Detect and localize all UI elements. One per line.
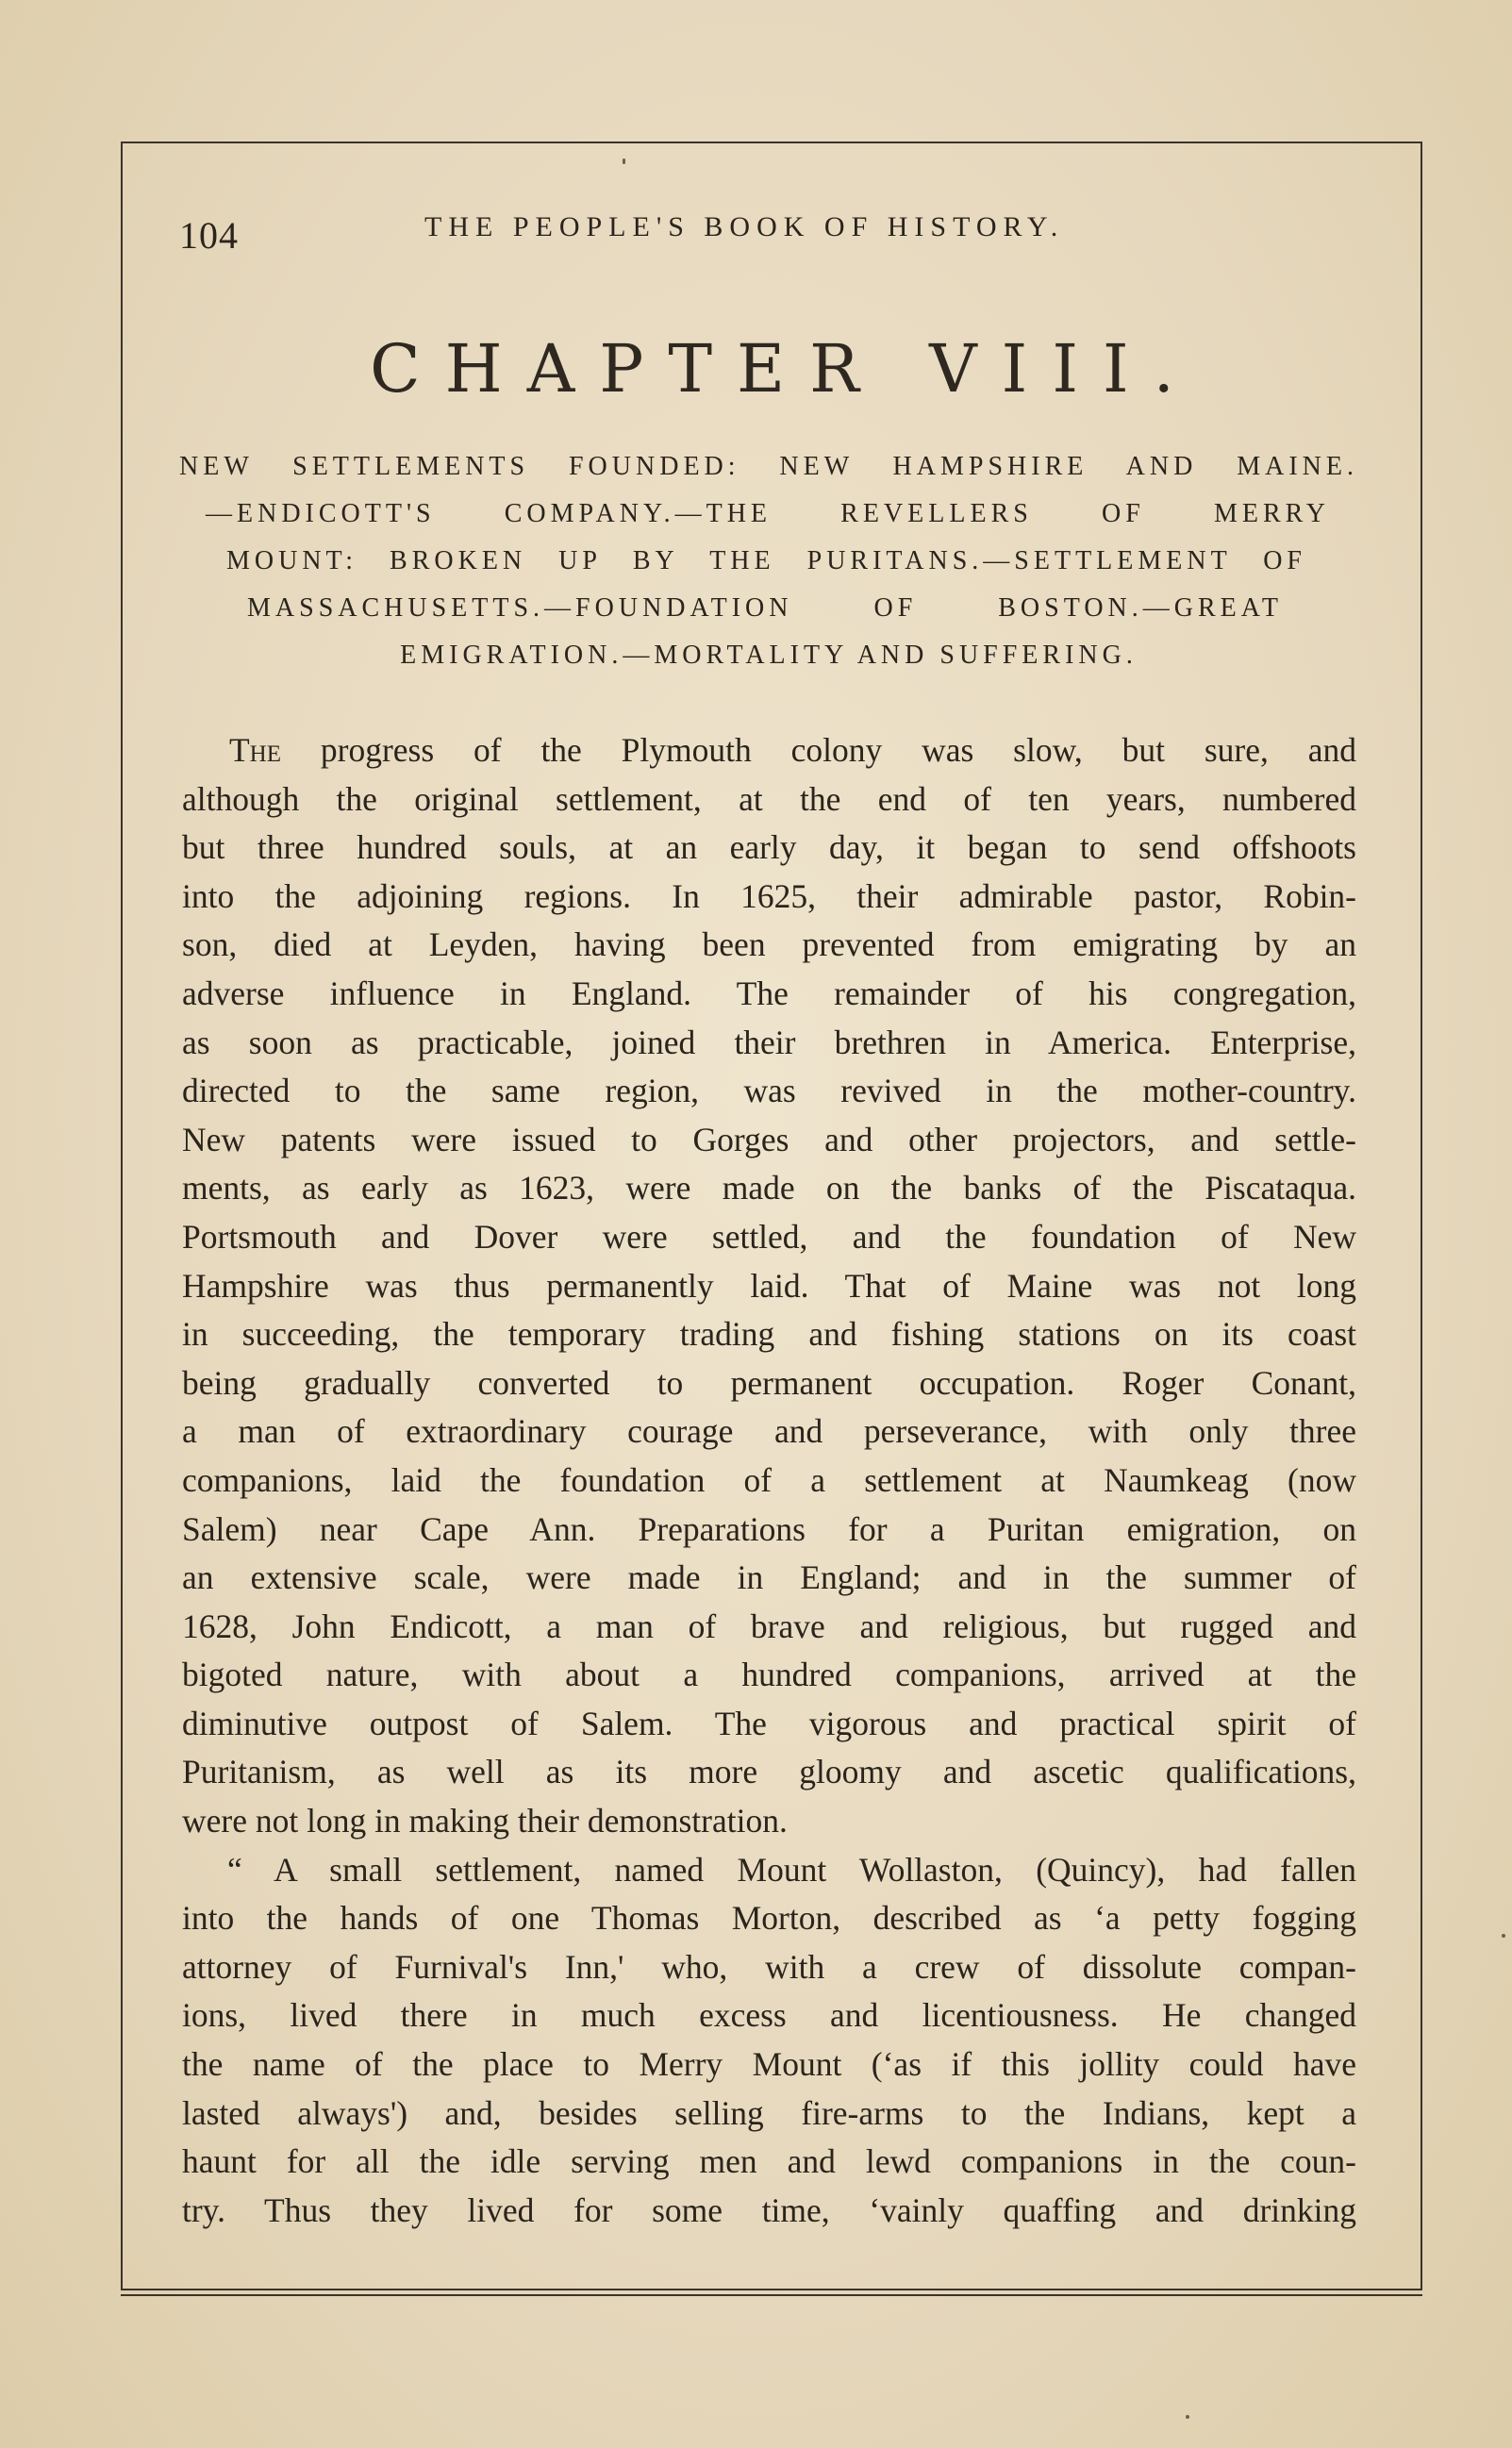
body-text [182, 726, 1356, 2235]
text-line: but three hundred souls, at an early day, it began to send offshoots [182, 828, 1356, 867]
text-line: adverse influence in England. The remainder of his congregation, [182, 974, 1356, 1012]
text-line: companions, laid the foundation of a settlement at Naumkeag (now [182, 1460, 1356, 1499]
text-line: “ A small settlement, named Mount Wollaston, (Quincy), had fallen [227, 1850, 1356, 1889]
text-line: being gradually converted to permanent occupation. Roger Conant, [182, 1363, 1356, 1402]
running-title: THE PEOPLE'S BOOK OF HISTORY. [424, 211, 1065, 242]
paper-speck [1186, 2415, 1189, 2419]
text-line: in succeeding, the temporary trading and fishing stations on its coast [182, 1315, 1356, 1354]
text-line: son, died at Leyden, having been prevented from emigrating by an [182, 925, 1356, 964]
text-line: Hampshire was thus permanently laid. That of Maine was not long [182, 1266, 1356, 1305]
text-line: 1628, John Endicott, a man of brave and religious, but rugged and [182, 1607, 1356, 1645]
chapter-title: CHAPTER VIII. [370, 330, 1199, 408]
text-line: a man of extraordinary courage and perseverance, with only three [182, 1412, 1356, 1451]
text-line: Portsmouth and Dover were settled, and the foundation of New [182, 1217, 1356, 1256]
text-line: progress of the Plymouth colony was slow, but sure, and [281, 731, 1356, 769]
synopsis-line: —ENDICOTT'S COMPANY.—THE REVELLERS OF MERRY [206, 499, 1330, 528]
text-line: an extensive scale, were made in England; and in the summer of [182, 1558, 1356, 1597]
running-head [179, 209, 1358, 257]
synopsis-line: MOUNT: BROKEN UP BY THE PURITANS.—SETTLEMENT OF [226, 546, 1306, 575]
synopsis-line: MASSACHUSETTS.—FOUNDATION OF BOSTON.—GREAT [247, 593, 1283, 623]
text-line: New patents were issued to Gorges and other projectors, and settle- [182, 1120, 1356, 1158]
text-line: ions, lived there in much excess and licentiousness. He changed [182, 1996, 1356, 2035]
paragraph-first-line [182, 726, 1356, 775]
chapter-synopsis [179, 443, 1358, 679]
text-line: attorney of Furnival's Inn,' who, with a crew of dissolute compan- [182, 1947, 1356, 1986]
text-line: bigoted nature, with about a hundred companions, arrived at the [182, 1656, 1356, 1694]
page-number: 104 [179, 214, 239, 257]
text-line: ments, as early as 1623, were made on the banks of the Piscataqua. [182, 1169, 1356, 1207]
paper-speck [1502, 1934, 1505, 1938]
text-line: diminutive outpost of Salem. The vigorous and practical spirit of [182, 1704, 1356, 1742]
text-line: into the adjoining regions. In 1625, their admirable pastor, Robin- [182, 876, 1356, 915]
synopsis-line: NEW SETTLEMENTS FOUNDED: NEW HAMPSHIRE AND MAINE. [179, 452, 1358, 481]
text-line: lasted always') and, besides selling fire-arms to the Indians, kept a [182, 2093, 1356, 2132]
text-line: although the original settlement, at the end of ten years, numbered [182, 779, 1356, 818]
text-line: into the hands of one Thomas Morton, described as ‘a petty fogging [182, 1899, 1356, 1938]
first-word: The [229, 731, 282, 769]
text-line: were not long in making their demonstration. [182, 1802, 788, 1840]
text-line: directed to the same region, was revived in the mother-country. [182, 1072, 1356, 1110]
text-line: the name of the place to Merry Mount (‘as if this jollity could have [182, 2045, 1356, 2084]
paper-speck [623, 158, 625, 164]
text-line: haunt for all the idle serving men and lewd companions in the coun- [182, 2142, 1356, 2181]
text-line: as soon as practicable, joined their brethren in America. Enterprise, [182, 1023, 1356, 1061]
text-line: Salem) near Cape Ann. Preparations for a Puritan emigration, on [182, 1509, 1356, 1548]
synopsis-line: EMIGRATION.—MORTALITY AND SUFFERING. [400, 641, 1138, 670]
page-border-bottom-rule [121, 2294, 1422, 2296]
text-line: Puritanism, as well as its more gloomy and ascetic qualifications, [182, 1753, 1356, 1791]
text-line: try. Thus they lived for some time, ‘vainly quaffing and drinking [182, 2190, 1356, 2229]
